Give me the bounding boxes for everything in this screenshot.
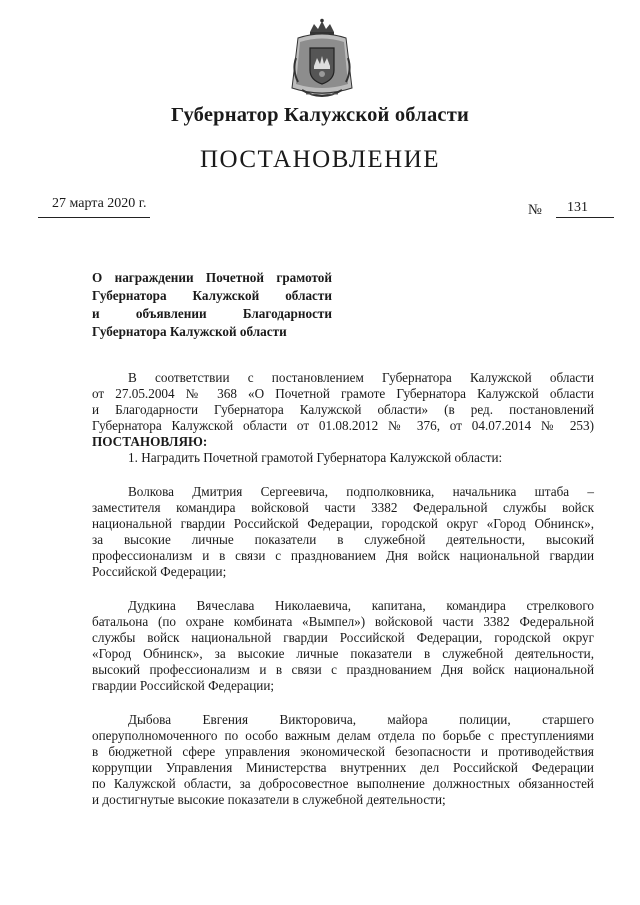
- awardee-line: службы войск национальной гвардии Российской Федерации, городской округ: [92, 630, 594, 645]
- resolve-heading: ПОСТАНОВЛЯЮ:: [92, 434, 208, 449]
- awardee-line: в бюджетной сфере управления экономической безопасности и противодействия: [92, 744, 594, 759]
- date-underline: [38, 217, 150, 218]
- subject-line: Губернатора Калужской области: [92, 288, 332, 303]
- subject-line: Губернатора Калужской области: [92, 324, 287, 339]
- document-date: 27 марта 2020 г.: [52, 196, 147, 211]
- awardee-paragraph: [92, 712, 594, 808]
- awardee-line: за высокие личные показатели в служебной деятельности, высокий: [92, 532, 594, 547]
- preamble-line: и Благодарности Губернатора Калужской области» (в ред. постановлений: [92, 402, 594, 417]
- document-number: 131: [567, 200, 588, 215]
- awardee-line: национальной гвардии Российской Федерации, городской округ «Город Обнинск»,: [92, 516, 594, 531]
- issuer-title: Губернатор Калужской области: [171, 104, 469, 126]
- preamble-line: от 27.05.2004 № 368 «О Почетной грамоте Губернатора Калужской области: [92, 386, 594, 401]
- preamble-line: Губернатора Калужской области от 01.08.2012 № 376, от 04.07.2014 № 253): [92, 418, 594, 433]
- preamble-paragraph: [92, 370, 594, 466]
- awardee-line: гвардии Российской Федерации;: [92, 678, 275, 693]
- awardee-paragraph: [92, 484, 594, 580]
- preamble-line: В соответствии с постановлением Губернатора Калужской области: [128, 370, 594, 385]
- number-sign: №: [528, 202, 542, 218]
- document-type-heading: ПОСТАНОВЛЕНИЕ: [199, 146, 441, 173]
- awardee-line: коррупции Управления Министерства внутренних дел Российской Федерации: [92, 760, 594, 775]
- awardee-line: профессионализм и в связи с празднованием Дня войск национальной гвардии: [92, 548, 594, 563]
- subject-line: О награждении Почетной грамотой: [92, 270, 332, 285]
- awardee-line: по Калужской области, за добросовестное выполнение должностных обязанностей: [92, 776, 594, 791]
- awardee-line: Волкова Дмитрия Сергеевича, подполковника, начальника штаба –: [128, 484, 594, 499]
- awardee-line: и достигнутые высокие показатели в служебной деятельности;: [92, 792, 446, 807]
- subject-block: [92, 269, 332, 341]
- awardee-line: Дыбова Евгения Викторовича, майора полиции, старшего: [128, 712, 594, 727]
- awardee-line: батальона (по охране комбината «Вымпел») войсковой части 3382 Федеральной: [92, 614, 594, 629]
- subject-line: и объявлении Благодарности: [92, 306, 332, 321]
- awardee-paragraph: [92, 598, 594, 694]
- awardee-line: оперуполномоченного по особо важным делам отдела по борьбе с преступлениями: [92, 728, 594, 743]
- awardee-line: Дудкина Вячеслава Николаевича, капитана, командира стрелкового: [128, 598, 594, 613]
- awardee-line: заместителя командира войсковой части 3382 Федеральной службы войск: [92, 500, 594, 515]
- awardee-line: «Город Обнинск», за высокие личные показатели в служебной деятельности,: [92, 646, 594, 661]
- awardee-line: высокий профессионализм и в связи с празднованием Дня войск национальной: [92, 662, 594, 677]
- award-clause: 1. Наградить Почетной грамотой Губернатора Калужской области:: [128, 450, 503, 465]
- coat-of-arms-emblem: [288, 18, 356, 104]
- awardee-line: Российской Федерации;: [92, 564, 227, 579]
- number-underline: [556, 217, 614, 218]
